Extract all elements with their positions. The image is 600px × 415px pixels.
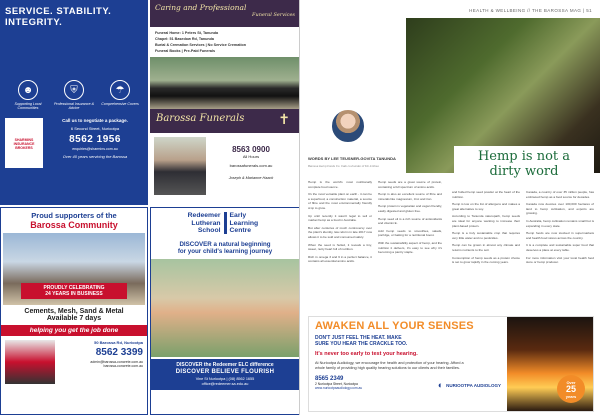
audiology-web[interactable]: www.nuriootpaaudiology.com.au — [315, 386, 363, 390]
para: Hemp can be grown in almost any climate and returns nutrients to the soil. — [452, 243, 520, 252]
funeral-line-2: Chapel: 51 Basedow Rd, Tanunda — [155, 37, 214, 41]
para: But after centuries of much controversy over the plant's identity, law reform in late 2017 now allows it to be sold and consumed safely. — [308, 225, 372, 239]
para: Consumption of hemp seeds as a protein choice is set to grow rapidly in the coming years. — [452, 255, 520, 265]
badge-years-text: years — [565, 394, 577, 399]
para: Hemp seeds are a great source of protein, containing a full spectrum of amino acids. — [378, 180, 442, 189]
article-col-1 — [308, 180, 372, 295]
para: Hemp is a truly sustainable crop that requires very little water and no pesticides. — [452, 231, 520, 240]
hardware-days: Available 7 days — [46, 315, 102, 322]
pillar-1: Supporting Local Communities — [14, 102, 42, 110]
staff-photo — [154, 137, 206, 195]
byline: WORDS BY LEE TEUSNER-GOVITA TANUNDA — [308, 156, 396, 161]
article-title — [454, 146, 594, 182]
hardware-products: Cements, Mesh, Sand & Metal — [24, 308, 124, 315]
pillar-3: Comprehensive Covers — [101, 102, 139, 106]
para: It is a complete and sustainable super food that deserves a place at every table. — [526, 243, 594, 252]
funeral-line-3: Burial & Cremation Services | No Service Cremation — [155, 43, 246, 47]
school-name-1: Redeemer — [187, 212, 221, 219]
hardware-ad — [0, 207, 148, 415]
funeral-brand: Barossa Funerals — [156, 113, 245, 124]
insurance-tagline: Over 40 years servicing the Barossa — [62, 154, 128, 159]
insurance-email[interactable]: enquiries@sharmins.com.au — [72, 147, 118, 151]
funeral-header-2: Funeral Services — [252, 12, 295, 18]
audiology-ad — [308, 316, 594, 412]
badge-line-2: 24 YEARS IN BUSINESS — [45, 291, 103, 297]
elc-name-2: Learning — [229, 219, 259, 227]
audiology-phone: 8565 2349 — [315, 376, 344, 382]
funeral-line-1: Funeral Home: 1 Peters St, Tanunda — [155, 31, 219, 35]
para: It's the most versatile plant on earth - it can be a superfood, a construction material, a source of fibre and the most environmentally friendly crop to grow. — [308, 192, 372, 210]
para: In Australia, hemp cultivation remains small but is expanding in every state. — [526, 218, 594, 228]
para: Canada now devotes over 100,000 hectares of land to hemp cultivation, and exports are growing. — [526, 202, 594, 216]
para: Hemp is the world's most nutritionally complete food source. — [308, 180, 372, 189]
school-email[interactable]: office@redeemer.sa.edu.au — [201, 381, 249, 386]
insurance-title-1: SERVICE. STABILITY. — [5, 6, 112, 17]
page-number: 51 — [586, 8, 592, 13]
hardware-slogan: helping you get the job done — [29, 327, 119, 334]
shield-icon: ⛨ — [64, 80, 84, 100]
school-crest-icon — [224, 212, 227, 234]
hearse-photo — [150, 57, 300, 109]
umbrella-icon: ☂ — [110, 80, 130, 100]
funeral-web[interactable]: barossafunerals.com.au — [229, 163, 273, 168]
para: and hulled hemp seed powder at the heart of the nutrition. — [452, 190, 520, 199]
hardware-head-1: Proud supporters of the — [31, 211, 117, 220]
school-address: Vine St Nuriootpa — [195, 376, 226, 381]
para: Canada, a country of over 35 million people, has embraced hemp as a food source for decades. — [526, 190, 594, 199]
truck-photo — [5, 340, 55, 384]
school-footer-1: DISCOVER the Redeemer ELC difference — [176, 361, 274, 368]
article-col-2 — [378, 180, 442, 295]
school-name-3: School — [197, 227, 221, 234]
photo-credit: Barossa Hemp Foods Co. Cafe co-founder of Kin & Rose — [308, 164, 379, 168]
para: Hemp protein is vegetarian and vegan friendly, easily digested and gluten free. — [378, 204, 442, 213]
para: Hemp is also an excellent source of fibre and minerals like magnesium, zinc and iron. — [378, 192, 442, 201]
para: Add hemp seeds to smoothies, salads, porridge, or baking for a nutritional boost. — [378, 228, 442, 238]
years-badge — [557, 375, 585, 403]
author-avatar — [330, 108, 366, 144]
insurance-ad — [0, 0, 148, 205]
children-photo — [151, 259, 299, 357]
para: Hemp seed oil is a rich source of antioxidants and vitamin E. — [378, 216, 442, 226]
audiology-sub-1: DON'T JUST FEEL THE HEAT. MAKE — [315, 335, 402, 341]
school-ad: Redeemer Lutheran School Early Learning Centre DISCOVER a natural beginning for your child's learning journey DISCOVER the Redeemer ELC difference DISCOVER BELIEVE FLOURISH Vine St Nuriootpa | (08) 8562 1655 office@redeemer.sa.edu.au — [150, 207, 300, 415]
hardware-photo — [3, 233, 145, 305]
article-title-1: Hemp is not a — [477, 149, 571, 164]
hardware-email[interactable]: admin@barossa-concrete.com.au — [90, 360, 143, 364]
audiology-body: At Nuriootpa Audiology, we encourage the health and protection of your hearing. Afford a whole family of providing high quality hearing solutions to our clients and their families. — [315, 361, 464, 370]
audiology-line: It's never too early to test your hearing. — [315, 351, 418, 357]
cross-icon: ✝ — [278, 111, 290, 127]
school-name-2: Lutheran — [191, 219, 221, 227]
hardware-address: 50 Barossa Rd, Nuriootpa — [94, 340, 143, 345]
insurance-address: 6 Second Street, Nuriootpa — [70, 126, 120, 131]
badge-line-1: PROUDLY CELEBRATING — [43, 285, 105, 291]
badge-years-number: 25 — [565, 384, 576, 394]
funeral-phone: 8563 0900 — [232, 145, 270, 154]
funeral-line-4: Funeral Books | Pre-Paid Funerals — [155, 49, 216, 53]
audiology-title: AWAKEN ALL YOUR SENSES — [315, 320, 474, 332]
para: When the seed is hulled, it reveals a tiny, sweet, nutty heart full of nutrition. — [308, 242, 372, 252]
right-page — [300, 0, 600, 415]
para: With the sustainability aspect of hemp, and the nutrition it delivers, it's easy to see why it's becoming a pantry staple. — [378, 240, 442, 255]
school-headline-2: for your child's learning journey — [177, 247, 273, 255]
elc-name-3: Centre — [229, 227, 252, 234]
funeral-ad — [150, 0, 300, 205]
article-col-4 — [526, 190, 594, 295]
hardware-phone: 8562 3399 — [95, 347, 143, 358]
school-headline-1: DISCOVER a natural beginning — [179, 240, 271, 248]
article-title-2: dirty word — [489, 164, 559, 179]
para: For more information visit your local health food store or hemp producer. — [526, 255, 594, 265]
section-label: HEALTH & WELLBEING // THE BAROSSA MAG — [469, 8, 582, 13]
badge-over: Over — [566, 380, 576, 385]
para: Hemp foods are now stocked in supermarkets and health food stores across the country. — [526, 231, 594, 240]
campfire-photo — [507, 317, 593, 411]
school-phone: (08) 8562 1655 — [228, 376, 255, 381]
audiology-sub-2: SURE YOU HEAR THE CRACKLE TOO. — [315, 341, 408, 347]
funeral-people: Joseph & Marianne Haack — [228, 176, 274, 180]
insurance-logo: SHARMINS INSURANCE BROKERS — [5, 118, 43, 168]
insurance-phone: 8562 1956 — [69, 134, 121, 145]
article-col-3 — [452, 190, 520, 295]
elc-name-1: Early — [229, 212, 247, 219]
pillar-2: Professional Insurance & Advice — [54, 102, 94, 110]
school-footer-2: DISCOVER BELIEVE FLOURISH — [175, 368, 275, 375]
funeral-header-1: Caring and Professional — [155, 3, 247, 12]
audiology-brand: NURIOOTPA AUDIOLOGY — [446, 382, 501, 388]
page-header: HEALTH & WELLBEING // THE BAROSSA MAG | 51 — [469, 8, 592, 13]
para: Hemp is low on the list of allergens and makes a great alternative to soy. — [452, 202, 520, 211]
para: Rich in omega 3 and 6 in a perfect balance, it contains all essential amino acids. — [308, 254, 372, 264]
funeral-hours: All Hours — [242, 154, 260, 159]
insurance-quote: Call us to negotiate a package. — [62, 118, 128, 123]
insurance-title-2: INTEGRITY. — [5, 17, 63, 28]
ear-icon: ◐ — [437, 380, 444, 390]
hardware-web[interactable]: barossa-concrete.com.au — [103, 364, 143, 368]
hardware-head-2: Barossa Community — [30, 220, 118, 230]
para: According to Tanunda naturopath, hemp seeds are ideal for anyone wanting to increase their plant-based protein. — [452, 214, 520, 228]
audiology-address: 2 Nuriootpa Street, Nuriootpa — [315, 382, 358, 386]
community-icon: ☻ — [18, 80, 38, 100]
para: Up until recently it wasn't legal to sell or market hemp as a food in Australia. — [308, 213, 372, 223]
